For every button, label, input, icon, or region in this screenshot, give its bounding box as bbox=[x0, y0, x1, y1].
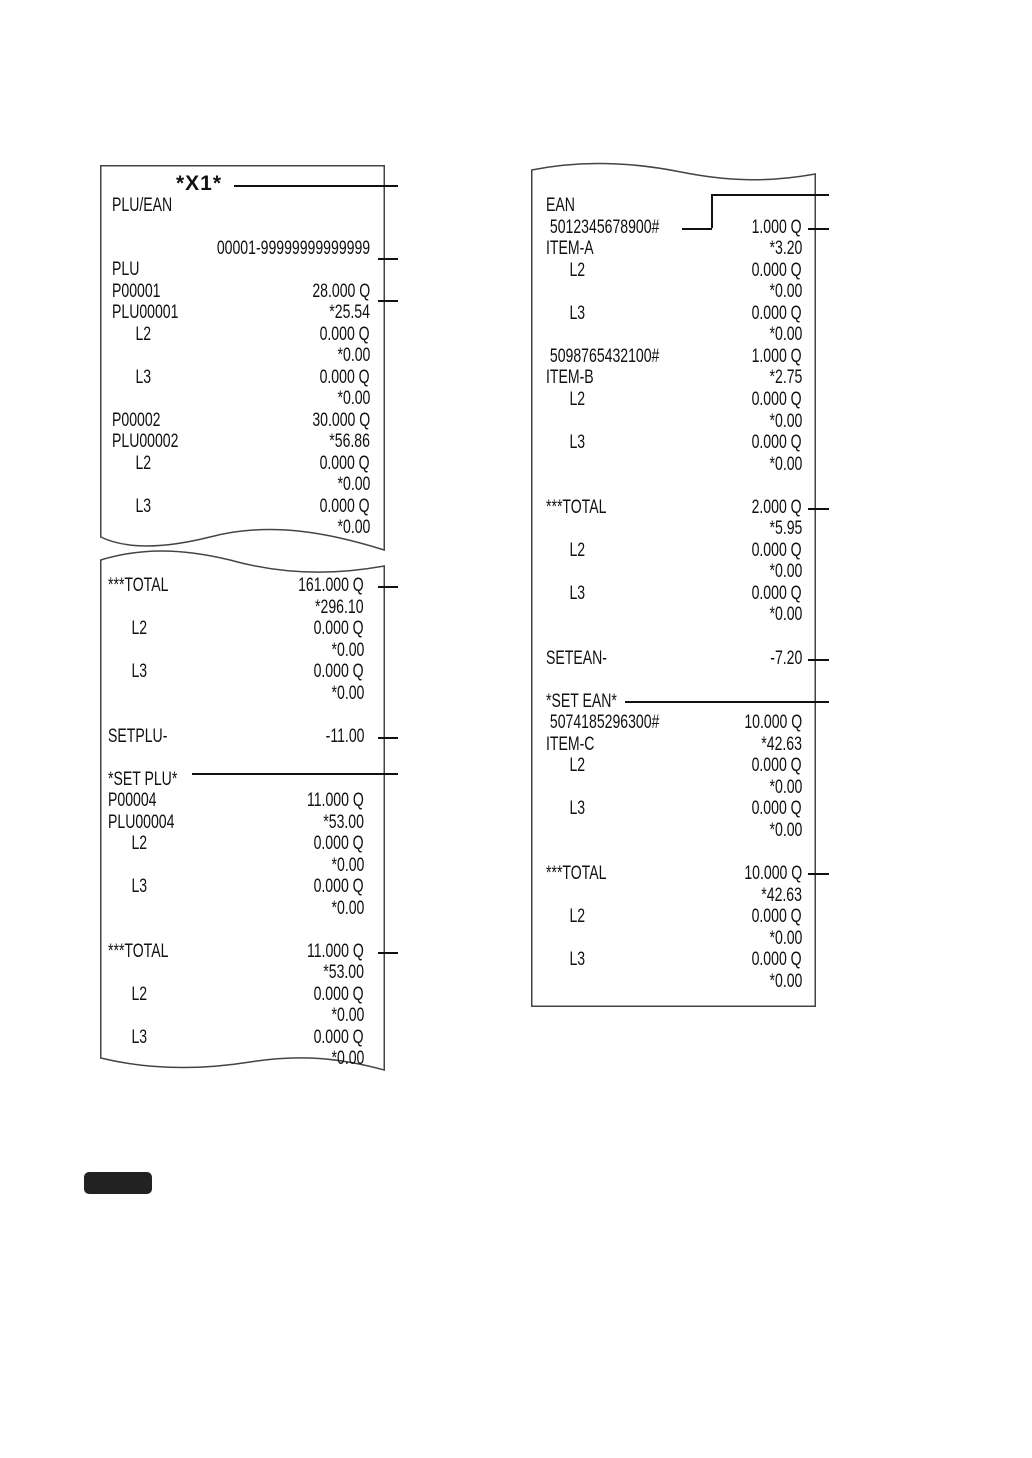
receipt-line bbox=[108, 704, 364, 726]
line-value: *56.86 bbox=[329, 431, 370, 452]
line-value: *0.00 bbox=[331, 1005, 364, 1026]
receipt-line bbox=[108, 1048, 364, 1070]
receipt-line bbox=[108, 769, 364, 791]
line-label: EAN bbox=[546, 195, 575, 216]
line-label: L2 bbox=[546, 755, 586, 777]
line-value: 0.000 Q bbox=[313, 618, 364, 639]
line-label: PLU00004 bbox=[108, 811, 175, 833]
receipt-line bbox=[546, 583, 802, 605]
line-label: L3 bbox=[546, 798, 586, 820]
receipt-line bbox=[108, 984, 364, 1006]
line-value: *0.00 bbox=[331, 639, 364, 661]
receipt-line bbox=[108, 876, 364, 898]
receipt-line bbox=[546, 432, 802, 454]
receipt-line bbox=[108, 833, 364, 855]
line-label: 5098765432100# bbox=[546, 345, 660, 367]
receipt-line bbox=[546, 303, 802, 325]
line-label: L2 bbox=[108, 833, 148, 854]
line-label: PLU/EAN bbox=[112, 194, 173, 216]
line-label: P00004 bbox=[108, 790, 157, 811]
line-value: *0.00 bbox=[769, 927, 802, 949]
line-value: *0.00 bbox=[331, 897, 364, 919]
receipt-line bbox=[546, 411, 802, 433]
callout-leader bbox=[808, 508, 829, 510]
callout-leader bbox=[378, 952, 398, 954]
line-value: *42.63 bbox=[761, 884, 802, 906]
receipt-line bbox=[546, 971, 802, 993]
line-value: 10.000 Q bbox=[744, 863, 802, 885]
line-value: *2.75 bbox=[769, 367, 802, 389]
receipt-line bbox=[546, 626, 802, 648]
line-label: L3 bbox=[108, 876, 148, 897]
receipt-line bbox=[546, 260, 802, 282]
receipt-line bbox=[546, 389, 802, 411]
callout-leader bbox=[682, 228, 712, 230]
receipt-line bbox=[112, 410, 370, 432]
receipt-line bbox=[546, 195, 802, 217]
line-value: 0.000 Q bbox=[751, 539, 802, 561]
receipt-line bbox=[546, 540, 802, 562]
receipt-line bbox=[546, 885, 802, 907]
line-value: *0.00 bbox=[331, 682, 364, 704]
receipt-line bbox=[112, 302, 370, 324]
receipt-line bbox=[546, 346, 802, 368]
receipt-line bbox=[546, 906, 802, 928]
callout-leader bbox=[808, 873, 829, 875]
line-value: 1.000 Q bbox=[751, 216, 802, 238]
callout-leader bbox=[378, 586, 398, 588]
line-label: L3 bbox=[112, 495, 152, 517]
line-label: L2 bbox=[546, 259, 586, 281]
line-value: 2.000 Q bbox=[751, 496, 802, 518]
line-value: 161.000 Q bbox=[298, 575, 364, 596]
receipt-line bbox=[546, 648, 802, 670]
receipt-right bbox=[531, 160, 816, 1007]
callout-leader bbox=[192, 773, 398, 775]
receipt-line bbox=[546, 238, 802, 260]
receipt-line bbox=[546, 497, 802, 519]
receipt-line bbox=[108, 618, 364, 640]
receipt-line bbox=[546, 367, 802, 389]
callout-leader bbox=[711, 194, 829, 196]
line-label: PLU00002 bbox=[112, 431, 179, 452]
line-value: 0.000 Q bbox=[319, 452, 370, 474]
line-value: *0.00 bbox=[337, 388, 370, 409]
line-value: 0.000 Q bbox=[313, 661, 364, 682]
receipt-line bbox=[108, 919, 364, 941]
callout-leader bbox=[711, 194, 713, 228]
receipt-line bbox=[546, 712, 802, 734]
line-label: L3 bbox=[112, 366, 152, 388]
line-label: L3 bbox=[546, 302, 586, 324]
receipt-line bbox=[112, 388, 370, 410]
receipt-line bbox=[112, 238, 370, 260]
line-value: *0.00 bbox=[769, 604, 802, 626]
line-label: P00001 bbox=[112, 280, 161, 302]
line-value: 0.000 Q bbox=[319, 495, 370, 517]
line-value: *53.00 bbox=[323, 962, 364, 983]
line-value: 1.000 Q bbox=[751, 345, 802, 367]
line-label: ***TOTAL bbox=[546, 496, 607, 518]
line-label: ITEM-B bbox=[546, 367, 594, 389]
receipt-line bbox=[108, 812, 364, 834]
receipt-line bbox=[112, 453, 370, 475]
receipt-line bbox=[108, 597, 364, 619]
callout-leader bbox=[378, 737, 398, 739]
receipt-line bbox=[108, 747, 364, 769]
receipt-line bbox=[108, 790, 364, 812]
receipt-left-part2 bbox=[100, 548, 385, 1072]
receipt-line bbox=[546, 518, 802, 540]
line-value: 0.000 Q bbox=[751, 906, 802, 928]
line-label: ITEM-C bbox=[546, 733, 595, 755]
receipt-line bbox=[108, 898, 364, 920]
receipt-line bbox=[546, 475, 802, 497]
line-value: *0.00 bbox=[769, 453, 802, 475]
callout-leader bbox=[378, 258, 398, 260]
line-value: *0.00 bbox=[769, 281, 802, 303]
note-badge bbox=[84, 1172, 152, 1194]
line-value: -11.00 bbox=[325, 725, 364, 747]
line-value: 0.000 Q bbox=[313, 983, 364, 1005]
receipt-line bbox=[112, 474, 370, 496]
line-value: 0.000 Q bbox=[751, 949, 802, 971]
receipt-line bbox=[108, 941, 364, 963]
line-value: 0.000 Q bbox=[319, 366, 370, 388]
receipt-line bbox=[112, 216, 370, 238]
line-value: *0.00 bbox=[769, 970, 802, 992]
receipt-line bbox=[112, 173, 370, 195]
line-label: 5012345678900# bbox=[546, 216, 660, 238]
receipt-left-part1 bbox=[100, 165, 385, 550]
line-label: PLU bbox=[112, 259, 140, 280]
receipt-line bbox=[546, 561, 802, 583]
receipt-line bbox=[546, 669, 802, 691]
callout-leader bbox=[808, 228, 829, 230]
receipt-line bbox=[546, 755, 802, 777]
line-value: 0.000 Q bbox=[319, 323, 370, 345]
callout-leader bbox=[625, 701, 829, 703]
line-value: 0.000 Q bbox=[751, 388, 802, 410]
line-label: L3 bbox=[546, 949, 586, 971]
receipt-line bbox=[546, 604, 802, 626]
line-value: *0.00 bbox=[331, 854, 364, 876]
receipt-line bbox=[112, 259, 370, 281]
report-title: *X1* bbox=[176, 172, 223, 195]
line-label: ***TOTAL bbox=[108, 940, 169, 962]
line-label: ITEM-A bbox=[546, 238, 594, 260]
receipt-line bbox=[546, 820, 802, 842]
line-label: L3 bbox=[546, 582, 586, 604]
receipt-line bbox=[112, 281, 370, 303]
callout-leader bbox=[808, 659, 829, 661]
line-value: 0.000 Q bbox=[313, 833, 364, 854]
line-label: SETEAN- bbox=[546, 647, 607, 669]
receipt-line bbox=[112, 517, 370, 539]
receipt-line bbox=[112, 195, 370, 217]
line-value: *53.00 bbox=[323, 811, 364, 833]
callout-leader bbox=[378, 300, 398, 302]
line-value: *42.63 bbox=[761, 733, 802, 755]
receipt-line bbox=[546, 842, 802, 864]
receipt-line bbox=[112, 367, 370, 389]
line-label: *SET EAN* bbox=[546, 690, 617, 712]
receipt-line bbox=[108, 640, 364, 662]
receipt-line bbox=[546, 217, 802, 239]
line-label: L3 bbox=[108, 1026, 148, 1048]
line-value: *0.00 bbox=[331, 1048, 364, 1069]
receipt-line bbox=[546, 928, 802, 950]
line-value: 0.000 Q bbox=[751, 432, 802, 454]
receipt-line bbox=[108, 661, 364, 683]
line-value: *0.00 bbox=[337, 517, 370, 538]
line-value: 0.000 Q bbox=[751, 798, 802, 820]
line-value: 11.000 Q bbox=[307, 790, 364, 811]
receipt-line bbox=[112, 496, 370, 518]
line-label: P00002 bbox=[112, 409, 161, 431]
receipt-line bbox=[546, 454, 802, 476]
receipt-line bbox=[546, 734, 802, 756]
receipt-line bbox=[108, 683, 364, 705]
line-value: *0.00 bbox=[769, 776, 802, 798]
line-label: PLU00001 bbox=[112, 302, 179, 323]
line-label: L2 bbox=[108, 618, 148, 639]
line-value: *0.00 bbox=[769, 410, 802, 432]
line-value: 0.000 Q bbox=[751, 755, 802, 777]
line-value: 0.000 Q bbox=[751, 302, 802, 324]
line-value: 11.000 Q bbox=[307, 940, 364, 962]
line-value: 28.000 Q bbox=[312, 280, 370, 302]
line-label: SETPLU- bbox=[108, 725, 168, 747]
receipt-line bbox=[108, 1027, 364, 1049]
receipt-line bbox=[108, 855, 364, 877]
line-label: L2 bbox=[112, 452, 152, 474]
line-label: L2 bbox=[112, 323, 152, 345]
receipt-line bbox=[546, 798, 802, 820]
line-value: 0.000 Q bbox=[313, 1026, 364, 1048]
receipt-line bbox=[108, 575, 364, 597]
receipt-line bbox=[546, 281, 802, 303]
line-label: ***TOTAL bbox=[108, 575, 169, 596]
line-value: 0.000 Q bbox=[313, 876, 364, 897]
callout-leader bbox=[234, 185, 398, 187]
line-value: *296.10 bbox=[315, 596, 364, 618]
receipt-line bbox=[108, 1005, 364, 1027]
line-value: *5.95 bbox=[769, 518, 802, 540]
receipt-line bbox=[546, 863, 802, 885]
line-label: 5074185296300# bbox=[546, 712, 660, 734]
receipt-line bbox=[546, 324, 802, 346]
line-value: *0.00 bbox=[337, 345, 370, 366]
line-value: *3.20 bbox=[769, 238, 802, 260]
line-value: 10.000 Q bbox=[744, 712, 802, 734]
line-value: 0.000 Q bbox=[751, 582, 802, 604]
line-value: 30.000 Q bbox=[312, 409, 370, 431]
line-label: L2 bbox=[546, 388, 586, 410]
line-value: *0.00 bbox=[769, 561, 802, 583]
receipt-line bbox=[546, 949, 802, 971]
line-value: 0.000 Q bbox=[751, 259, 802, 281]
line-label: L2 bbox=[546, 539, 586, 561]
line-value: *0.00 bbox=[337, 474, 370, 495]
line-value: *25.54 bbox=[329, 302, 370, 323]
line-label: L2 bbox=[108, 983, 148, 1005]
receipt-line bbox=[108, 962, 364, 984]
line-label: *SET PLU* bbox=[108, 768, 178, 790]
line-label: ***TOTAL bbox=[546, 863, 607, 885]
receipt-line bbox=[108, 726, 364, 748]
line-value: *0.00 bbox=[769, 324, 802, 346]
line-label: L2 bbox=[546, 906, 586, 928]
receipt-line bbox=[112, 431, 370, 453]
line-value: *0.00 bbox=[769, 819, 802, 841]
line-label: L3 bbox=[546, 432, 586, 454]
receipt-line bbox=[112, 324, 370, 346]
line-value: 00001-99999999999999 bbox=[216, 237, 370, 259]
receipt-line bbox=[112, 345, 370, 367]
line-label: L3 bbox=[108, 661, 148, 682]
receipt-line bbox=[546, 777, 802, 799]
line-value: -7.20 bbox=[769, 647, 802, 669]
